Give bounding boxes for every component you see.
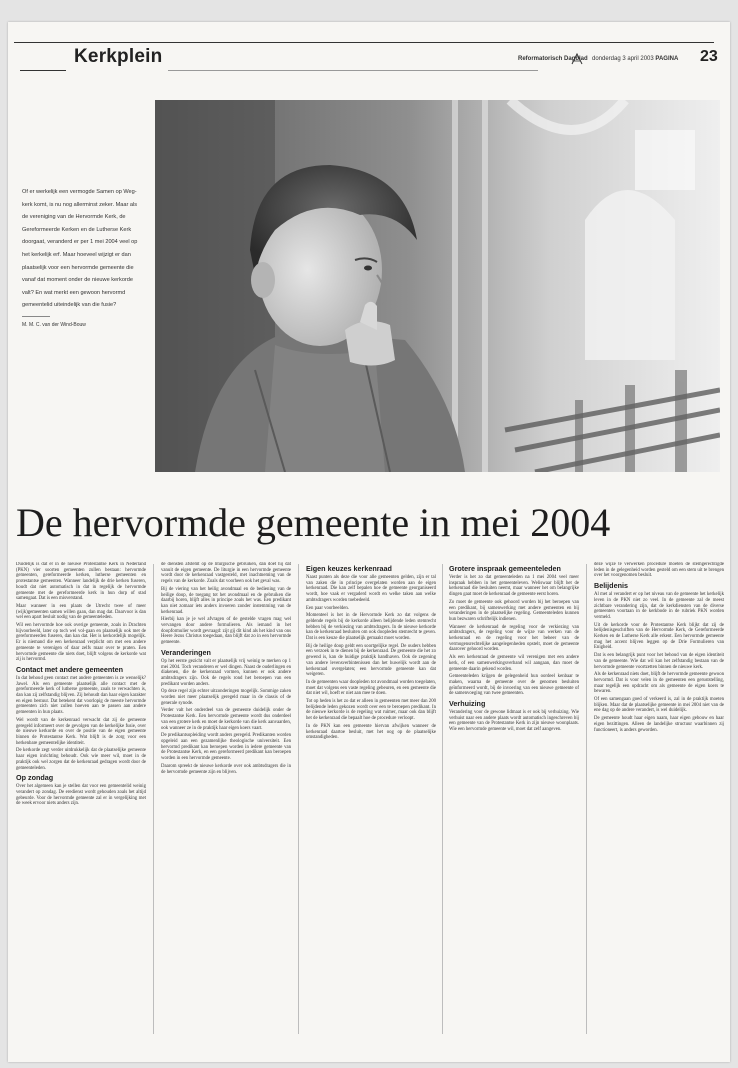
intro-block	[22, 186, 142, 332]
column-rule	[153, 564, 154, 1034]
paragraph: Duidelijk is dat er in de nieuwe Protestantse Kerk in Nederland (PKN) vier soorten gemeenten zullen bestaan: hervormde gemeenten, gereformeerde kerken, lutherse gemeenten en protestantse gemeenten. Wanneer landelijk de drie kerken fuseren, houdt dat niet automatisch in dat in regelijk de hervormde gemeente met de gereformeerde kerk in hun dorp of stad samengaat. Dat is een misverstand.	[16, 562, 146, 602]
section-underline-left	[20, 70, 66, 71]
date-text: donderdag 3 april 2003	[592, 56, 654, 62]
paragraph: Verder valt het onderdeel van de gemeente duidelijk onder de Protestantse Kerk. Een hervormde gemeente wordt dus onderdeel van een grotere kerk en moet de kerkorde van die kerk aanvaarden, ook wanneer ze in de praktijk haar eigen koers vaart.	[161, 708, 291, 731]
section-underline-right	[168, 70, 538, 71]
text-column-3	[306, 562, 436, 1040]
paragraph: Verder is het zo dat gemeenteleden na 1 mei 2004 veel meer inspraak hebben in het gemeenteleven. Weliswaar blijft het de kerkenraad die besluiten neemt, maar wanneer het om belangrijke dingen gaat moet de kerkenraad de gemeente eerst horen.	[449, 575, 579, 598]
column-rule	[442, 564, 443, 1034]
subheading: Belijdenis	[594, 581, 628, 591]
subheading: Veranderingen	[161, 647, 211, 657]
subheading: Contact met andere gemeenten	[16, 664, 124, 674]
subheading: Grotere inspraak gemeenteleden	[449, 564, 561, 573]
paragraph: Momenteel is het in de Hervormde Kerk zo dat volgens de geldende regels bij de kerkorde alleen belijdende leden stemrecht hebben bij de verkiezing van ambtsdragers. In de nieuwe kerkorde kan de kerkenraad besluiten om ook doopleden stemrecht te geven. Dat is een keuze die plaatselijk gemaakt moet worden.	[306, 613, 436, 642]
paragraph: Gemeenteleden krijgen de gelegenheid hun oordeel kenbaar te maken, waarna de gemeente over de genomen besluiten geïnformeerd wordt, bij de invoering van een nieuwe gemeente of de samenvoeging van twee gemeenten.	[449, 674, 579, 697]
header-rule	[14, 42, 714, 43]
subheading: Eigen keuzes kerkenraad	[306, 564, 392, 573]
paragraph: Dat is een belangrijk punt voor het behoud van de eigen identiteit van de gemeente. Wie dat wil kan het zelfstandig bestaan van de hervormde gemeente voortzetten binnen de nieuwe kerk.	[594, 653, 724, 670]
paragraph: Wel wordt van de kerkenraad verwacht dat zij de gemeente geregeld informeert over de gevolgen van de kerkelijke fusie, over de nieuwe kerkorde en over de positie van de eigen gemeente binnen de Protestantse Kerk. Wat blijft is de zorg voor een herkenbare gemeentelijke identiteit.	[16, 717, 146, 746]
section-title: Kerkplein	[74, 46, 163, 67]
paragraph: Een paar voorbeelden.	[306, 605, 350, 611]
column-rule	[586, 564, 587, 1034]
column-rule	[298, 564, 299, 1034]
paragraph: Of een samengaan goed of verkeerd is, zal in de praktijk moeten blijken. Maar dat de plaatselijke gemeente in mei 2004 niet van de ene dag op de andere verandert, is wel duidelijk.	[594, 697, 724, 714]
intro-rule	[22, 316, 50, 317]
text-column-4	[449, 562, 579, 1040]
paragraph: Maar wanneer in een plaats de Utrecht twee of meer (wijk)gemeenten samen willen gaan, dan mag dat. Daarvoor is dan wel een apart besluit nodig van de gemeenteleden.	[16, 603, 146, 621]
paragraph: Bij de heilige doop geldt een soortgelijke regel. De ouders hebben een verzoek in te dienen bij de kerkenraad. De gemeente die het zo gewend is, kan de huidige praktijk handhaven. Ook de zegening van andere levensverbintenissen dan het huwelijk wordt aan de kerkenraad overgelaten; een hervormde gemeente kan dat weigeren.	[306, 643, 436, 678]
photo-boy-in-church	[155, 100, 720, 472]
paragraph: Wanneer de kerkenraad de regeling voor de verkiezing van ambtsdragers, de regeling voor de wijze van werken van de kerkenraad en de regeling voor het beheer van de vermogensrechtelijke aangelegenheden opstelt, moet de gemeente daarover gehoord worden.	[449, 624, 579, 653]
text-column-1	[16, 562, 146, 1040]
paragraph: Verandering voor de gewone lidmaat is er ook bij verhuizing. Wie verhuist naar een andere plaats wordt automatisch ingeschreven bij een gemeente van de Protestantse Kerk in zijn nieuwe woonplaats. Wie een hervormde gemeente wil, moet dat zelf aangeven.	[449, 710, 579, 733]
article-headline: De hervormde gemeente in mei 2004	[16, 500, 611, 545]
author-byline: M. M. C. van der Wind-Bouw	[22, 321, 86, 328]
newspaper-name: Reformatorisch Dagblad	[518, 56, 588, 62]
paragraph: Als een kerkenraad de gemeente wil verenigen met een andere kerk, of een samenwerkingsverband wil aangaan, dan moet de gemeente daarin gekend worden.	[449, 655, 579, 672]
newspaper-page	[8, 22, 730, 1062]
article-photo	[155, 100, 720, 472]
paragraph: De predikantsopleiding wordt anders geregeld. Predikanten worden opgeleid aan een gezamenlijke theologische universiteit. Een hervormd predikant kan beroepen worden in iedere gemeente van de Protestantse Kerk, en een gereformeerd predikant kan beroepen worden in een hervormde gemeente.	[161, 733, 291, 762]
paragraph: Hierbij kan je je wel afvragen of de gestelde vragen mag wel vervangen door andere formulieren. Als iemand in het doopformulier wordt gevraagd: zijt gij dit kind als het kind van ons Heere Jezus Christus toegedaan, dan blijft dat zo in een hervormde gemeente.	[161, 617, 291, 646]
paragraph: Wil een hervormde hoe ook overige gemeente, zoals in Drachten hijvoorbeeld, later op toch wel vol-gaan en plaatselijk ook met de gereformeerden fuseren, dan kan dat. Het is kerkordelijk mogelijk. Er is niemand die een kerkenraad verplicht om met een andere gemeente te verenigen of daar zelfs maar over te praten. Een hervormde gemeente die niets doet, blijft volgens de kerkorde wat zij is hervormd.	[16, 623, 146, 663]
publication-date	[592, 56, 678, 62]
paragraph: In de gemeenten waar doopleden tot avondmaal worden toegelaten, moet dat volgens een vaste regeling gebeuren, en een gemeente die dat niet wil, hoeft er niet aan mee te doen.	[306, 679, 436, 697]
paragraph: De gemeente houdt haar eigen naam, haar eigen gebouw en haar eigen bezittingen. Alleen de landelijke structuur waarbinnen zij functioneert, is anders geworden.	[594, 716, 724, 733]
paragraph: De kerkorde zegt verder uitdrukkelijk dat de plaatselijke gemeente haar eigen inrichting behoudt. Ook wie meer wil, moet in de praktijk ook wel zorgen dat de kerkenraad gedragen wordt door de gemeenteleden.	[16, 748, 146, 771]
page-number: 23	[700, 48, 718, 65]
subheading: Op zondag	[16, 773, 54, 783]
paragraph: Tot op heden is het zo dat er alleen in gemeenten met meer dan 200 belijdende leden gekozen wordt over een te beroepen predikant. In de nieuwe kerkorde is de regeling wat ruimer, maar ook dan blijft het de kerkenraad die bepaalt hoe de procedure verloopt.	[306, 699, 436, 722]
subheading: Verhuizing	[449, 699, 486, 709]
paragraph: Over het algemeen kan je stellen dat voor een gemeentelid weinig verandert op zondag. De eredienst wordt gehouden zoals het altijd gebeurde. Voor de hervormde gemeente zal er in vergelijking met de week ervoor niets anders zijn.	[16, 784, 146, 807]
page-label: PAGINA	[655, 56, 679, 62]
paragraph: Op het eerste gezicht valt er plaatselijk vrij weinig te merken op 1 mei 2004. Toch veranderen er wel dingen. Naast de ouderlingen en diakenen, die de kerkenraad vormen, kunnen er ook andere ambtsdragers zijn. Ook de regels rond het beroepen van een predikant worden anders.	[161, 658, 291, 687]
paragraph: Al met al verandert er op het niveau van de gemeente het kerkelijk leven in de PKN niet zo veel. In de gemeente zal de meest zichtbare verandering zijn, dat de kerkdiensten van de diverse gemeenten voortaan in de kerkbode in de rubriek PKN worden vermeld.	[594, 592, 724, 620]
paragraph: Uit de kerkorde voor de Protestantse Kerk blijkt dat zij de belijdenisgeschriften van de Hervormde Kerk, de Gereformeerde Kerken en de Lutherse Kerk alle erkent. Een hervormde gemeente mag het accent blijven leggen op de Drie Formulieren van Enigheid.	[594, 622, 724, 651]
paragraph: Daarom spreekt de nieuwe kerkorde over ook ambtsdragers die in de hervormde gemeente zijn en blijven.	[161, 763, 291, 775]
paragraph: Op deze regel zijn echter uitzonderingen mogelijk. Sommige zaken worden niet meer plaatselijk geregeld maar in de classis of de generale synode.	[161, 689, 291, 706]
paragraph: Als de kerkenraad niets doet, blijft de hervormde gemeente gewoon hervormd. Dat is voor velen in de gemeenten een geruststelling, maar tegelijk een opdracht om als gemeente de eigen koers te bewaren.	[594, 672, 724, 695]
intro-text: Of er werkelijk een vermogde Samen op Weg-kerk komt, is nu nog allerminst zeker. Maar als de vereniging van de Hervormde Kerk, de Gereformeerde Kerken en de Lutherse Kerk doorgaat, veranderd er per 1 mei 2004 veel op het kerkelijk erf. Maar hoeveel wijzigt er dan plaatselijk voor een hervormde gemeente die vanaf dat moment onder de nieuwe kerkorde valt? En wat merkt een gewoon hervormd gemeentelid uiteindelijk van die fusie?	[22, 189, 138, 309]
text-column-2	[161, 562, 291, 1040]
paragraph: Naast punten als deze die voor alle gemeenten gelden, zijn er tal van zaken die in principe overgelaten worden aan de eigen kerkenraad. Die kan zelf bepalen hoe de gemeente georganiseerd wordt, hoe vaak er vergaderd wordt en welke taken aan welke ambtsdragers worden toebedeeld.	[306, 575, 436, 603]
paragraph: In de PKN kan een gemeente hiervan afwijken wanneer de kerkenraad daartoe besluit, met het oog op de plaatselijke omstandigheden.	[306, 723, 436, 741]
text-column-5	[594, 562, 724, 1040]
article-body	[16, 562, 724, 1040]
paragraph: de diensten afstemt op de liturgische gebruiken, dan doet hij dat vanuit de eigen gemeente. De liturgie in een hervormde gemeente wordt door de kerkenraad vastgesteld, met inachtneming van de regels van de kerkorde. Zoals dat voorheen ook het geval was.	[161, 562, 291, 585]
paragraph: Zo moet de gemeente ook gehoord worden bij het beroepen van een predikant, bij samenwerking met andere gemeenten en bij veranderingen in de plaatselijke regeling. Gemeenteleden kunnen hun bezwaren schriftelijk indienen.	[449, 599, 579, 622]
paragraph: In dat behoud geen contact met andere gemeenten is ze wenselijk? Jawel. Als een gemeente plaatselijk alle contact met de gereformeerde kerk of lutherse gemeente, zoals te verwachten is, dan kan zij zelfstandig blijven. Zij behoudt dan haar eigen karakter en eigen bestuur. Dat betekent dat voorlopig de meeste hervormde gemeenten zich niet zullen hoeven aan te passen aan andere gemeenten in hun plaats.	[16, 675, 146, 716]
paragraph: Bij de viering van het heilig avondmaal en de bediening van de heilige doop, de toegang tot het avondmaal en de gebruiken die daarbij horen, blijft alles in principe zoals het was. Een predikant kan niet zomaar iets anders invoeren zonder instemming van de kerkenraad.	[161, 586, 291, 615]
paragraph: deze wijze te verwerken procedure moeten de stemgerechtigde leden in de gelegenheid worden gesteld om een stem uit te brengen over het voorgenomen besluit.	[594, 562, 724, 579]
